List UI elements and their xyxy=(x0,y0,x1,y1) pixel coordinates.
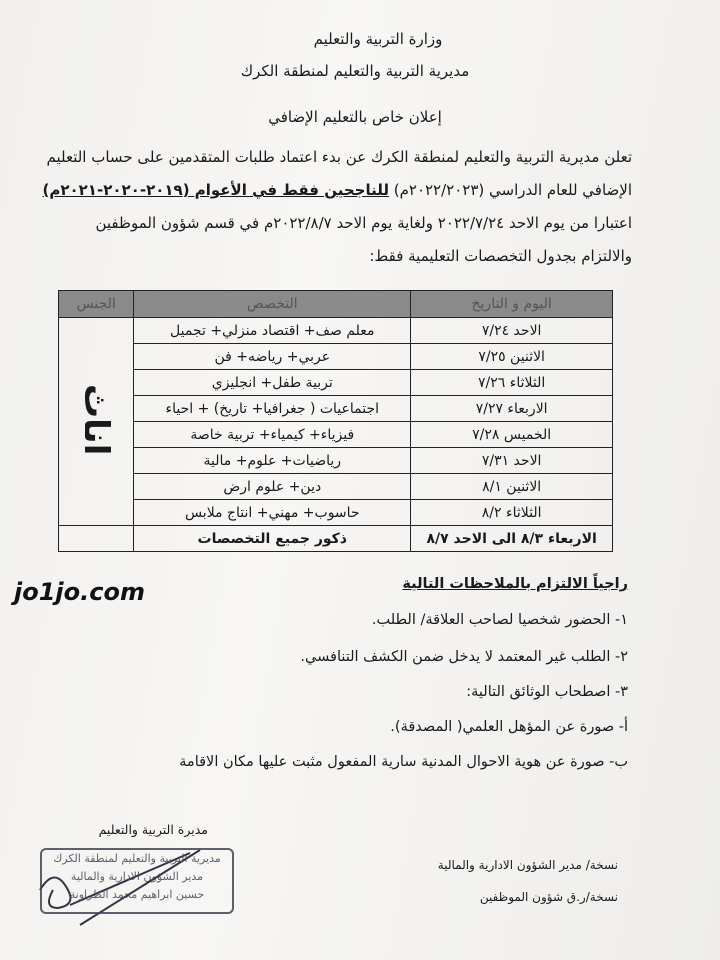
directorate-title: مديرية التربية والتعليم لمنطقة الكرك xyxy=(240,62,470,80)
notes-title: راجياً الالتزام بالملاحظات التالية xyxy=(402,576,628,592)
official-stamp xyxy=(40,848,234,914)
body-line-2-plain: الإضافي للعام الدراسي (٢٠٢٢/٢٠٢٣م) xyxy=(388,181,632,199)
row-spec: دين+ علوم ارض xyxy=(134,474,411,500)
row-spec: تربية طفل+ انجليزي xyxy=(134,370,411,396)
row-day: الاحد ٧/٢٤ xyxy=(411,318,613,344)
body-line-1: تعلن مديرية التربية والتعليم لمنطقة الكرك عن بدء اعتماد طلبات المتقدمين على حساب التعليم xyxy=(46,148,632,166)
body-line-3: اعتبارا من يوم الاحد ٢٠٢٢/٧/٢٤ ولغاية يوم الاحد ٢٠٢٢/٨/٧م في قسم شؤون الموظفين xyxy=(95,214,632,232)
announcement-title: إعلان خاص بالتعليم الإضافي xyxy=(268,108,442,126)
stamp-line: مديرية التربية والتعليم لمنطقة الكرك xyxy=(53,852,221,865)
gender-cell xyxy=(59,318,134,526)
schedule-table xyxy=(58,290,613,552)
table-header-row xyxy=(59,291,613,318)
note-item: أ- صورة عن المؤهل العلمي( المصدقة). xyxy=(390,719,628,735)
body-line-4: والالتزام بجدول التخصصات التعليمية فقط: xyxy=(369,247,632,265)
table-row xyxy=(59,318,613,344)
body-line-2-bold: للناجحين فقط في الأعوام (٢٠١٩-٢٠٢٠-٢٠٢١م) xyxy=(42,181,389,199)
watermark-text: jo1jo.com xyxy=(14,578,145,606)
note-item: ٣- اصطحاب الوثائق التالية: xyxy=(466,684,628,700)
row-spec: عربي+ رياضه+ فن xyxy=(134,344,411,370)
copy-line-2: نسخة/ر.ق شؤون الموظفين xyxy=(479,890,618,904)
table-row-males xyxy=(59,526,613,552)
header-specialization: التخصص xyxy=(134,291,411,318)
table-row xyxy=(59,370,613,396)
row-spec: فيزياء+ كيمياء+ تربية خاصة xyxy=(134,422,411,448)
note-item: ب- صورة عن هوية الاحوال المدنية سارية المفعول مثبت عليها مكان الاقامة xyxy=(179,754,628,770)
ministry-title: وزارة التربية والتعليم xyxy=(313,30,443,48)
row-day: الثلاثاء ٨/٢ xyxy=(411,500,613,526)
row-spec: ذكور جميع التخصصات xyxy=(134,526,411,552)
empty-gender-cell xyxy=(59,526,134,552)
row-day: الاربعاء ٧/٢٧ xyxy=(411,396,613,422)
row-spec: معلم صف+ اقتصاد منزلي+ تجميل xyxy=(134,318,411,344)
row-spec: اجتماعيات ( جغرافيا+ تاريخ) + احياء xyxy=(134,396,411,422)
copy-line-1: نسخة/ مدير الشؤون الادارية والمالية xyxy=(437,858,618,872)
row-day: الاثنين ٧/٢٥ xyxy=(411,344,613,370)
stamp-line: حسين ابراهيم محمد الطراونة xyxy=(69,888,205,901)
table-row xyxy=(59,448,613,474)
row-day: الاربعاء ٨/٣ الى الاحد ٨/٧ xyxy=(411,526,613,552)
row-day: الاثنين ٨/١ xyxy=(411,474,613,500)
row-day: الخميس ٧/٢٨ xyxy=(411,422,613,448)
row-spec: رياضيات+ علوم+ مالية xyxy=(134,448,411,474)
row-day: الاحد ٧/٣١ xyxy=(411,448,613,474)
header-day-date: اليوم و التاريخ xyxy=(411,291,613,318)
table-row xyxy=(59,422,613,448)
row-day: الثلاثاء ٧/٢٦ xyxy=(411,370,613,396)
row-spec: حاسوب+ مهني+ انتاج ملابس xyxy=(134,500,411,526)
signature-title: مديرة التربية والتعليم xyxy=(98,822,208,837)
body-line-2 xyxy=(42,181,632,199)
stamp-line: مدير الشؤون الادارية والمالية xyxy=(70,870,204,883)
note-item: ١- الحضور شخصيا لصاحب العلاقة/ الطلب. xyxy=(371,612,628,628)
gender-label: اناث xyxy=(76,383,117,456)
note-item: ٢- الطلب غير المعتمد لا يدخل ضمن الكشف التنافسي. xyxy=(300,649,628,665)
table-row xyxy=(59,500,613,526)
header-gender: الجنس xyxy=(59,291,134,318)
table-row xyxy=(59,344,613,370)
table-row xyxy=(59,474,613,500)
table-row xyxy=(59,396,613,422)
